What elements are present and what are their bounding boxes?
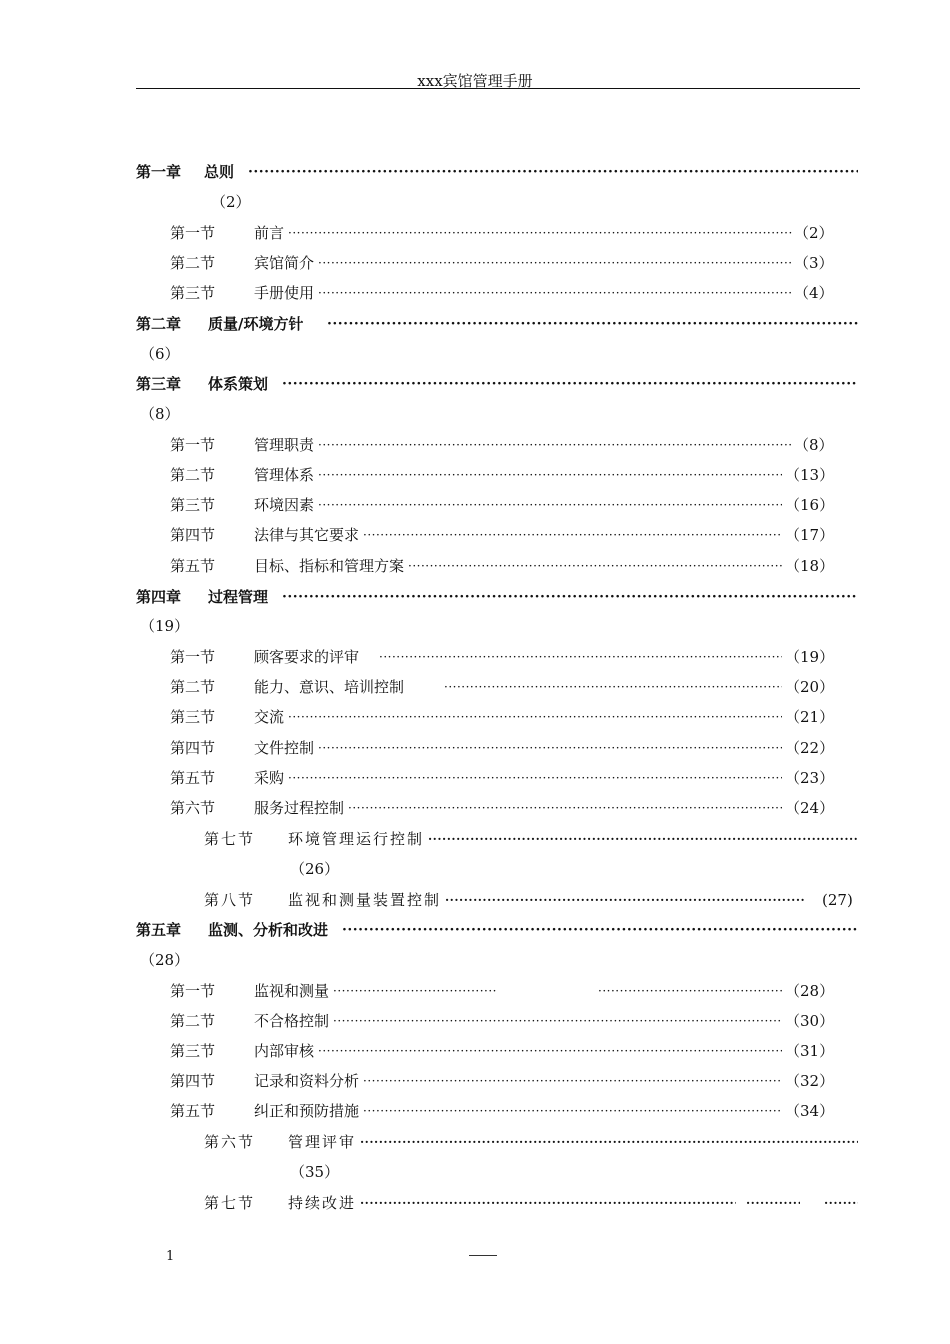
leader-dots-c4s2 [444, 676, 782, 698]
section-label-c1s3: 第三节 [170, 284, 216, 302]
section-label-c3s3: 第三节 [170, 496, 216, 514]
leader-dots-c3 [282, 373, 858, 395]
leader-dots-c4s7 [428, 828, 858, 850]
page-ref-c1s3: （4） [794, 284, 834, 302]
leader-dots-c5s6 [360, 1131, 858, 1153]
page-ref-c5s4: （32） [785, 1072, 835, 1090]
page-ref-c5s5: （34） [785, 1102, 835, 1120]
section-label-c3s2: 第二节 [170, 466, 216, 484]
chapter-title-c4[interactable]: 过程管理 [208, 588, 269, 606]
section-title-c3s5[interactable]: 目标、指标和管理方案 [254, 557, 405, 575]
section-label-c4s4: 第四节 [170, 739, 216, 757]
leader-dots-c2 [327, 313, 858, 335]
page-ref-c4s6: （24） [785, 799, 835, 817]
page-ref-c1: （2） [211, 193, 251, 211]
section-title-c5s3[interactable]: 内部审核 [254, 1042, 315, 1060]
page-ref-c4s8: (27) [822, 891, 853, 909]
section-title-c5s4[interactable]: 记录和资料分析 [254, 1072, 360, 1090]
chapter-title-c1[interactable]: 总则 [204, 163, 235, 181]
leader-dots-c5s2 [333, 1010, 782, 1032]
section-label-c4s7: 第七节 [204, 830, 256, 848]
page-ref-c2: （6） [140, 345, 180, 363]
leader-dots-c4s3 [288, 706, 782, 728]
page-ref-c4s1: （19） [785, 648, 835, 666]
header-rule [136, 88, 860, 89]
section-title-c4s6[interactable]: 服务过程控制 [254, 799, 345, 817]
leader-dots-c4s5 [288, 767, 782, 789]
section-title-c5s5[interactable]: 纠正和预防措施 [254, 1102, 360, 1120]
leader-dots-c1 [248, 161, 858, 183]
leader-dots-c4s1 [379, 646, 782, 668]
leader-dots-c5s4 [363, 1070, 782, 1092]
leader-dots-c1s3 [318, 282, 792, 304]
chapter-label-c1: 第一章 [136, 163, 182, 181]
page-ref-c1s1: （2） [794, 224, 834, 242]
leader-dots-c3s2 [318, 464, 782, 486]
section-label-c4s8: 第八节 [204, 891, 256, 909]
leader-dots-c1s1 [288, 222, 792, 244]
chapter-title-c5[interactable]: 监测、分析和改进 [208, 921, 329, 939]
section-title-c5s1[interactable]: 监视和测量 [254, 982, 330, 1000]
section-title-c5s7[interactable]: 持续改进 [288, 1194, 357, 1212]
section-title-c3s3[interactable]: 环境因素 [254, 496, 315, 514]
section-title-c5s2[interactable]: 不合格控制 [254, 1012, 330, 1030]
leader-dots-c3s4 [363, 524, 782, 546]
leader-dots-c5s7-c [824, 1192, 858, 1214]
page-ref-c5s1: （28） [785, 982, 835, 1000]
page-ref-c4s7: （26） [290, 860, 340, 878]
leader-dots-c5 [342, 919, 858, 941]
section-label-c5s4: 第四节 [170, 1072, 216, 1090]
page-ref-c4s5: （23） [785, 769, 835, 787]
section-title-c3s1[interactable]: 管理职责 [254, 436, 315, 454]
section-label-c3s5: 第五节 [170, 557, 216, 575]
section-label-c5s1: 第一节 [170, 982, 216, 1000]
leader-dots-c3s3 [318, 494, 782, 516]
page-ref-c5s2: （30） [785, 1012, 835, 1030]
section-title-c4s8[interactable]: 监视和测量装置控制 [288, 891, 442, 909]
section-label-c5s5: 第五节 [170, 1102, 216, 1120]
section-title-c4s1[interactable]: 顾客要求的评审 [254, 648, 360, 666]
page-ref-c3: （8） [140, 405, 180, 423]
section-label-c5s3: 第三节 [170, 1042, 216, 1060]
section-label-c4s6: 第六节 [170, 799, 216, 817]
leader-dots-c1s2 [318, 252, 792, 274]
section-label-c4s5: 第五节 [170, 769, 216, 787]
section-label-c4s2: 第二节 [170, 678, 216, 696]
page-ref-c4s3: （21） [785, 708, 835, 726]
page-ref-c1s2: （3） [794, 254, 834, 272]
page-ref-c3s5: （18） [785, 557, 835, 575]
section-title-c1s2[interactable]: 宾馆简介 [254, 254, 315, 272]
page-ref-c5s3: （31） [785, 1042, 835, 1060]
section-label-c4s3: 第三节 [170, 708, 216, 726]
section-title-c1s1[interactable]: 前言 [254, 224, 285, 242]
section-label-c1s1: 第一节 [170, 224, 216, 242]
leader-dots-c4 [282, 586, 858, 608]
leader-dots-c4s8 [445, 889, 806, 911]
page-ref-c3s3: （16） [785, 496, 835, 514]
chapter-label-c4: 第四章 [136, 588, 182, 606]
section-title-c4s2[interactable]: 能力、意识、培训控制 [254, 678, 405, 696]
chapter-title-c2[interactable]: 质量/环境方针 [208, 315, 304, 333]
page-ref-c4: （19） [140, 617, 190, 635]
section-label-c4s1: 第一节 [170, 648, 216, 666]
section-title-c1s3[interactable]: 手册使用 [254, 284, 315, 302]
page-ref-c3s1: （8） [794, 436, 834, 454]
page-ref-c5s6: （35） [290, 1163, 340, 1181]
leader-dots-c4s4 [318, 737, 782, 759]
page-ref-c3s2: （13） [785, 466, 835, 484]
chapter-title-c3[interactable]: 体系策划 [208, 375, 269, 393]
section-title-c3s4[interactable]: 法律与其它要求 [254, 526, 360, 544]
leader-dots-c5s7-a [360, 1192, 736, 1214]
footer-page-number: 1 [166, 1249, 175, 1264]
leader-dots-c5s7-b [746, 1192, 800, 1214]
page-ref-c5: （28） [140, 951, 190, 969]
chapter-label-c2: 第二章 [136, 315, 182, 333]
leader-dots-c4s6 [348, 797, 782, 819]
page-header-title: xxx宾馆管理手册 [417, 72, 533, 90]
section-title-c4s4[interactable]: 文件控制 [254, 739, 315, 757]
page-ref-c4s4: （22） [785, 739, 835, 757]
leader-dots-c5s3 [318, 1040, 782, 1062]
section-label-c1s2: 第二节 [170, 254, 216, 272]
leader-dots-c5s1-a [333, 980, 496, 1002]
page-ref-c3s4: （17） [785, 526, 835, 544]
section-label-c3s4: 第四节 [170, 526, 216, 544]
chapter-label-c5: 第五章 [136, 921, 182, 939]
section-label-c5s2: 第二节 [170, 1012, 216, 1030]
leader-dots-c5s1-b [598, 980, 782, 1002]
leader-dots-c3s5 [408, 555, 782, 577]
section-title-c4s7[interactable]: 环境管理运行控制 [288, 830, 425, 848]
section-label-c5s7: 第七节 [204, 1194, 256, 1212]
section-title-c4s5[interactable]: 采购 [254, 769, 285, 787]
section-title-c5s6[interactable]: 管理评审 [288, 1133, 357, 1151]
leader-dots-c3s1 [318, 434, 792, 456]
section-title-c4s3[interactable]: 交流 [254, 708, 285, 726]
leader-dots-c5s5 [363, 1100, 782, 1122]
chapter-label-c3: 第三章 [136, 375, 182, 393]
footer-dash [469, 1255, 497, 1256]
section-label-c5s6: 第六节 [204, 1133, 256, 1151]
section-label-c3s1: 第一节 [170, 436, 216, 454]
page-ref-c4s2: （20） [785, 678, 835, 696]
section-title-c3s2[interactable]: 管理体系 [254, 466, 315, 484]
